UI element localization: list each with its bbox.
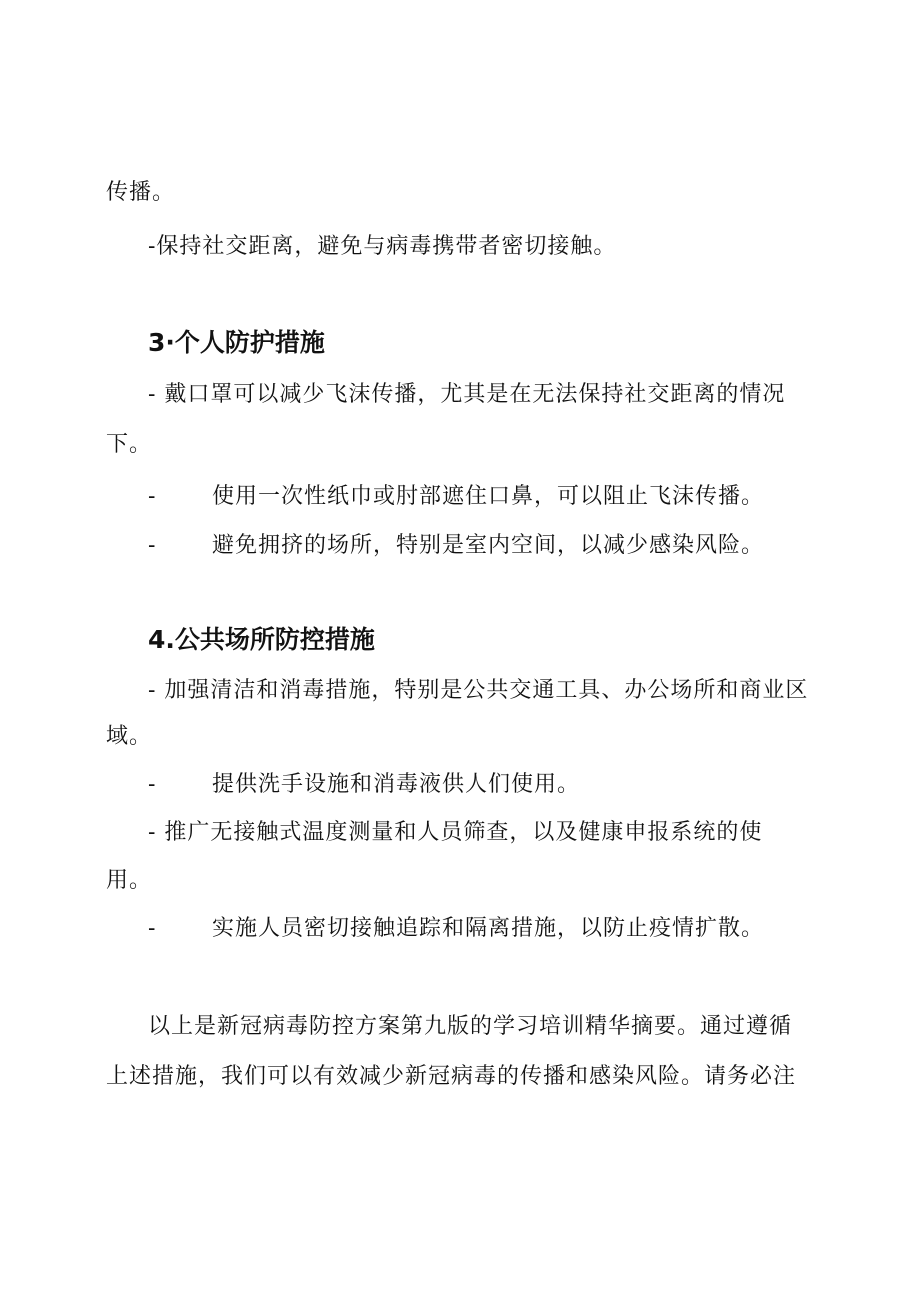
section-3-item-1: - 戴口罩可以减少飞沫传播，尤其是在无法保持社交距离的情况 — [148, 382, 786, 407]
conclusion-line-1: 以上是新冠病毒防控方案第九版的学习培训精华摘要。通过遵循 — [148, 1014, 793, 1039]
section-4-item-4-dash: - — [148, 916, 156, 941]
section-4-item-2: 提供洗手设施和消毒液供人们使用。 — [212, 772, 581, 797]
section-4-heading: 4.公共场所防控措施 — [148, 625, 375, 654]
section-3-item-3-dash: - — [148, 533, 156, 558]
section-3-item-2-dash: - — [148, 484, 156, 509]
section-4-item-1-cont: 域。 — [106, 724, 153, 749]
section-4-item-1: - 加强清洁和消毒措施，特别是公共交通工具、办公场所和商业区 — [148, 678, 809, 703]
continuation-bullet: -保持社交距离，避免与病毒携带者密切接触。 — [148, 234, 617, 259]
section-3-item-1-cont: 下。 — [106, 432, 153, 457]
section-3-item-2: 使用一次性纸巾或肘部遮住口鼻，可以阻止飞沫传播。 — [212, 484, 765, 509]
section-4-item-3: - 推广无接触式温度测量和人员筛查，以及健康申报系统的使 — [148, 820, 763, 845]
section-3-heading: 3·个人防护措施 — [148, 328, 325, 357]
section-4-item-2-dash: - — [148, 772, 156, 797]
section-3-item-3: 避免拥挤的场所，特别是室内空间，以减少感染风险。 — [212, 533, 765, 558]
conclusion-line-2: 上述措施，我们可以有效减少新冠病毒的传播和感染风险。请务必注 — [106, 1064, 797, 1089]
section-4-item-3-cont: 用。 — [106, 868, 153, 893]
continuation-line: 传播。 — [106, 180, 176, 205]
section-4-item-4: 实施人员密切接触追踪和隔离措施，以防止疫情扩散。 — [212, 916, 765, 941]
